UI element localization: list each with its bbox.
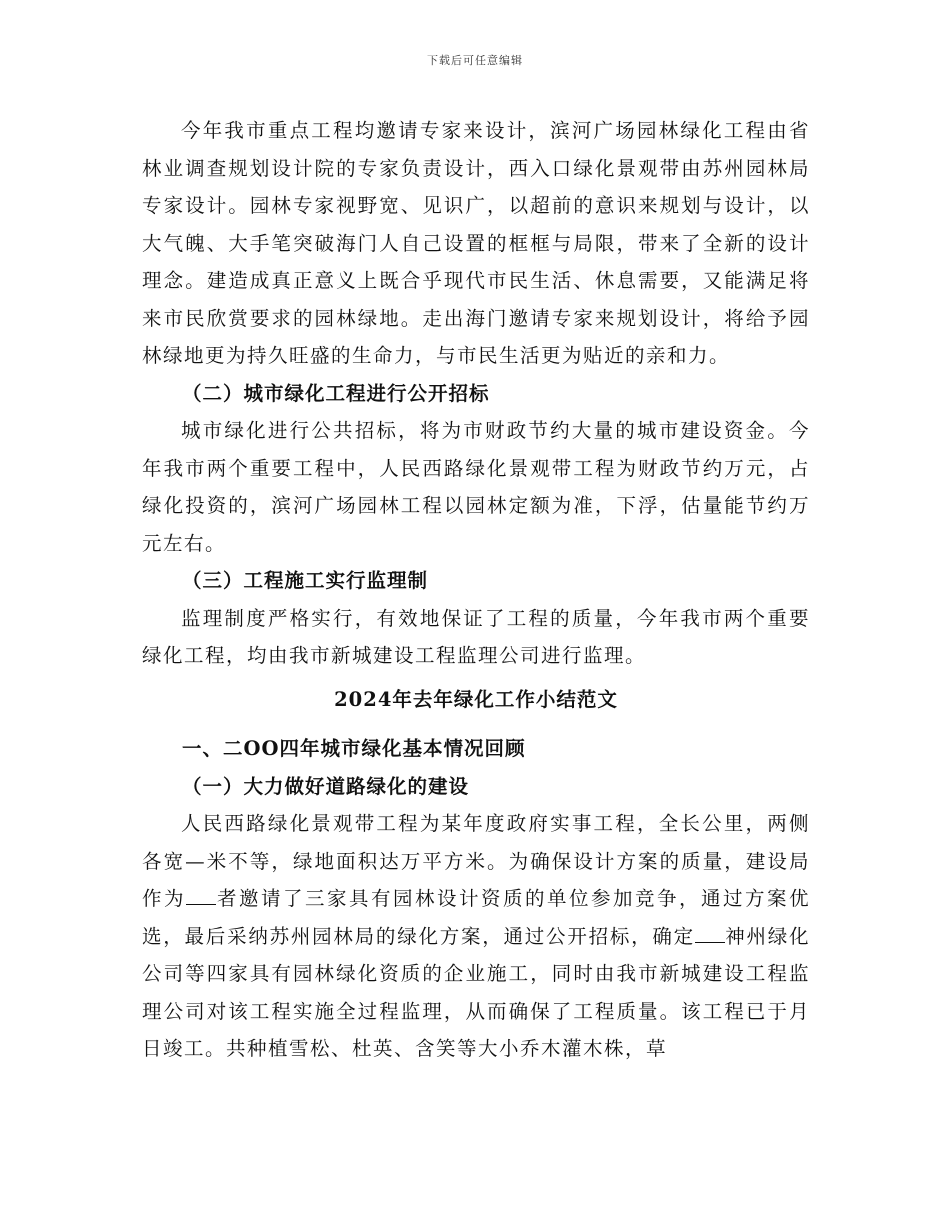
paragraph-road-greening-part-2: 者邀请了三家具有园林设计资质的单位参加竞争，通过方案优选，最后采纳苏州园林局的绿化方案，通过公开招标，确定 xyxy=(142,887,810,948)
paragraph-road-greening-part-3: 神州绿化公司等四家具有园林绿化资质的企业施工，同时由我市新城建设工程监理公司对该工程实施全过程监理，从而确保了工程质量。该工程已于月日竣工。共种植雪松、杜英、含笑等大小乔木灌木株，草 xyxy=(142,924,810,1060)
paragraph-public-bidding: 城市绿化进行公共招标，将为市财政节约大量的城市建设资金。今年我市两个重要工程中，人民西路绿化景观带工程为财政节约万元，占绿化投资的，滨河广场园林工程以园林定额为准，下浮，估量能节约万元左右。 xyxy=(142,419,810,555)
heading-supervision: （三）工程施工实行监理制 xyxy=(182,569,429,592)
document-title: 2024年去年绿化工作小结范文 xyxy=(334,687,618,711)
paragraph-road-greening-part-1: 人民西路绿化景观带工程为某年度政府实事工程，全长公里，两侧各宽—米不等，绿地面积达万平方米。为确保设计方案的质量，建设局作为 xyxy=(142,812,810,910)
section-heading-review: 一、二OO四年城市绿化基本情况回顾 xyxy=(182,737,526,760)
heading-public-bidding: （二）城市绿化工程进行公开招标 xyxy=(182,381,490,405)
subsection-heading-road-greening: （一）大力做好道路绿化的建设 xyxy=(182,774,470,798)
paragraph-supervision: 监理制度严格实行，有效地保证了工程的质量，今年我市两个重要绿化工程，均由我市新城建设工程监理公司进行监理。 xyxy=(142,606,810,667)
header-note: 下载后可任意编辑 xyxy=(427,54,523,67)
paragraph-expert-design: 今年我市重点工程均邀请专家来设计，滨河广场园林绿化工程由省林业调查规划设计院的专家负责设计，西入口绿化景观带由苏州园林局专家设计。园林专家视野宽、见识广，以超前的意识来规划与设计，以大气魄、大手笔突破海门人自己设置的框框与局限，带来了全新的设计理念。建造成真正意义上既合乎现代市民生活、休息需要，又能满足将来市民欣赏要求的园林绿地。走出海门邀请专家来规划设计，将给予园林绿地更为持久旺盛的生命力，与市民生活更为贴近的亲和力。 xyxy=(142,119,810,367)
fill-in-blank xyxy=(695,924,725,943)
paragraph-road-greening xyxy=(142,805,810,1068)
document-body xyxy=(142,112,810,1068)
fill-in-blank xyxy=(186,886,216,905)
